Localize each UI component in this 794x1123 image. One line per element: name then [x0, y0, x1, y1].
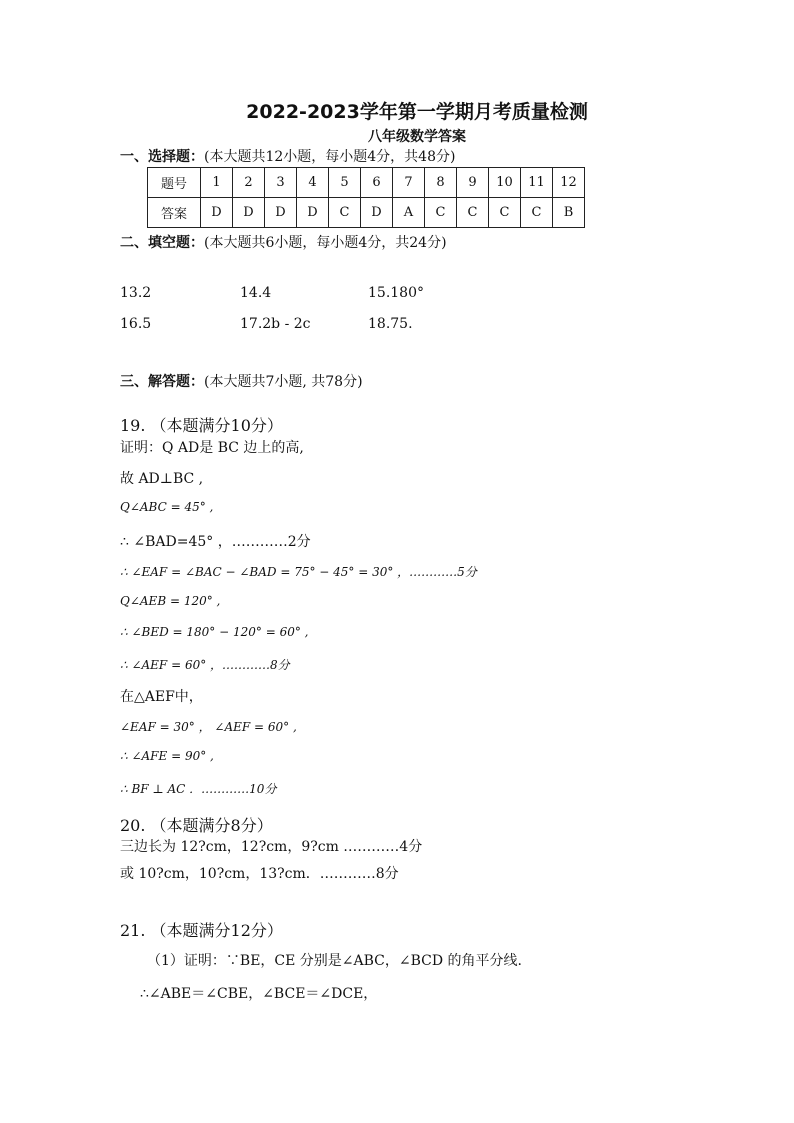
q20-line: 三边长为 12?cm，12?cm，9?cm …………4分 [120, 839, 423, 855]
q19-line: ∴ ∠EAF = ∠BAC − ∠BAD = 75° − 45° = 30° ，…………5分 [120, 565, 477, 579]
table-cell: 8 [425, 168, 457, 198]
table-cell: 11 [521, 168, 553, 198]
q19-line: 在△AEF中， [120, 689, 203, 705]
fill-answer-13: 13.2 [120, 285, 152, 301]
section-fill-heading [120, 232, 447, 252]
q20-line: 或 10?cm，10?cm，13?cm．…………8分 [120, 866, 399, 882]
table-cell: 2 [233, 168, 265, 198]
answer-table [147, 167, 585, 228]
q19-line: ∴ ∠AEF = 60° ，…………8分 [120, 658, 290, 672]
q21-line: ∴∠ABE＝∠CBE，∠BCE＝∠DCE， [140, 986, 378, 1002]
table-cell: C [329, 198, 361, 228]
table-cell: 5 [329, 168, 361, 198]
table-cell: D [233, 198, 265, 228]
table-cell: A [393, 198, 425, 228]
table-cell: C [521, 198, 553, 228]
q19-line: 故 AD⊥BC , [120, 471, 204, 487]
page-title: 2022-2023学年第一学期月考质量检测 [246, 101, 588, 123]
table-cell: D [265, 198, 297, 228]
table-cell: 10 [489, 168, 521, 198]
q19-line: ∴ ∠BED = 180° − 120° = 60° , [120, 625, 309, 639]
table-cell: D [201, 198, 233, 228]
table-row-numbers [148, 168, 585, 198]
table-cell: 3 [265, 168, 297, 198]
table-cell: 6 [361, 168, 393, 198]
q19-line: Q∠AEB = 120° , [120, 594, 221, 608]
q19-line: 证明：Q AD是 BC 边上的高, [120, 440, 304, 456]
fill-answer-18: 18.75. [368, 316, 413, 332]
table-cell: C [457, 198, 489, 228]
page-subtitle: 八年级数学答案 [368, 129, 466, 145]
q21-line: （1）证明：∵BE，CE 分别是∠ABC，∠BCD 的角平分线. [147, 953, 523, 969]
table-header-cell: 答案 [148, 198, 201, 228]
q19-line: ∴ ∠BAD=45° ，…………2分 [120, 534, 311, 550]
fill-answer-15: 15.180° [368, 285, 424, 301]
table-cell: D [361, 198, 393, 228]
q19-line: Q∠ABC = 45° , [120, 500, 214, 514]
table-cell: 4 [297, 168, 329, 198]
section-label: 二、填空题： [120, 235, 204, 251]
table-cell: 9 [457, 168, 489, 198]
table-cell: C [425, 198, 457, 228]
table-header-cell: 题号 [148, 168, 201, 198]
question-19-header: 19. （本题满分10分） [120, 416, 283, 435]
section-choice-heading [120, 146, 455, 166]
table-cell: 1 [201, 168, 233, 198]
q19-line: ∴ ∠AFE = 90° , [120, 749, 214, 763]
table-cell: 7 [393, 168, 425, 198]
fill-answer-16: 16.5 [120, 316, 152, 332]
q19-line: ∠EAF = 30° ， ∠AEF = 60° , [120, 720, 297, 734]
section-note: (本大题共7小题, 共78分) [204, 374, 363, 390]
table-cell: B [553, 198, 585, 228]
section-label: 一、选择题： [120, 149, 204, 165]
fill-answer-17: 17.2b - 2c [240, 316, 311, 332]
fill-answer-14: 14.4 [240, 285, 272, 301]
section-label: 三、解答题： [120, 374, 204, 390]
table-row-answers [148, 198, 585, 228]
table-cell: 12 [553, 168, 585, 198]
table-cell: C [489, 198, 521, 228]
section-note: (本大题共6小题，每小题4分，共24分) [204, 235, 447, 251]
section-solve-heading [120, 371, 363, 391]
section-note: (本大题共12小题，每小题4分，共48分) [204, 149, 456, 165]
table-cell: D [297, 198, 329, 228]
question-20-header: 20. （本题满分8分） [120, 816, 273, 835]
question-21-header: 21. （本题满分12分） [120, 921, 283, 940]
q19-line: ∴ BF ⊥ AC ．…………10分 [120, 782, 277, 796]
